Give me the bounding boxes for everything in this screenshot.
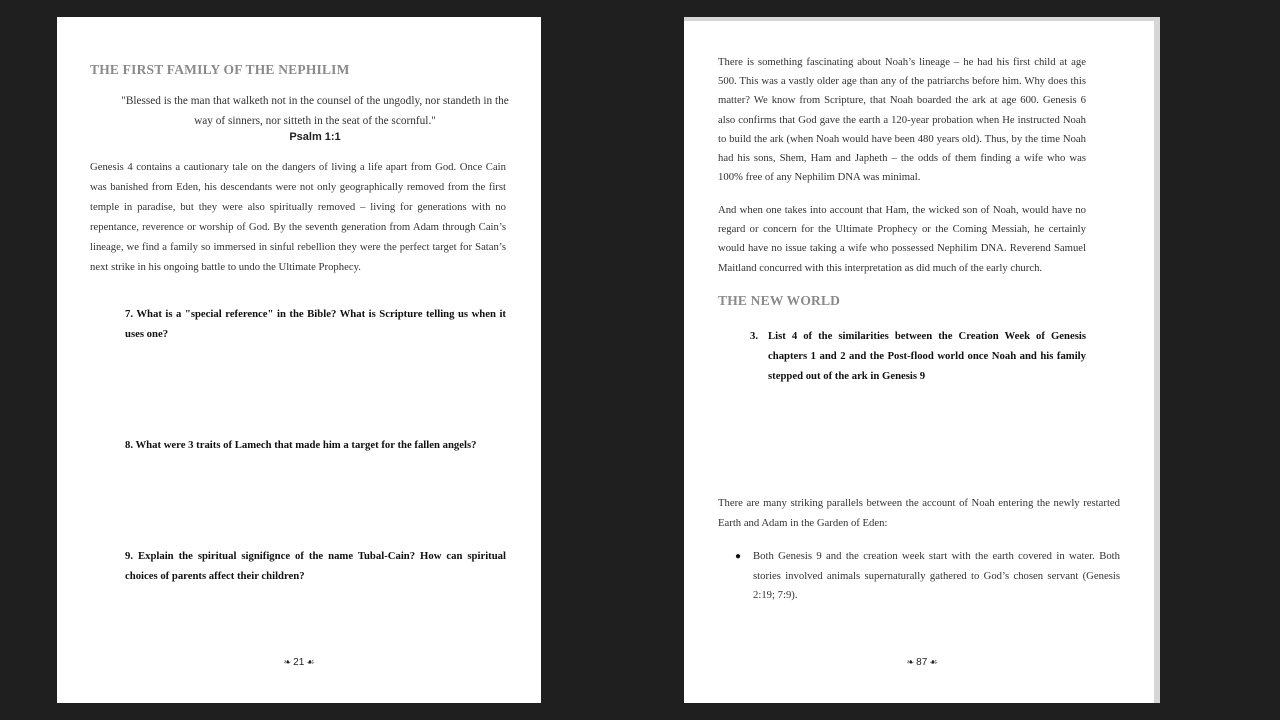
question-number: 3.	[750, 330, 759, 342]
body-paragraph: There are many striking parallels between the account of Noah entering the newly restarted Earth and Adam in the Garden of Eden:	[718, 497, 1120, 529]
page-left	[57, 17, 541, 703]
study-question-8: 8. What were 3 traits of Lamech that made him a target for the fallen angels?	[125, 439, 477, 451]
bullet-icon: ●	[735, 551, 742, 562]
body-paragraph: Genesis 4 contains a cautionary tale on the dangers of living a life apart from God. Once Cain was banished from Eden, his descendants were not only geographically removed from the first temple in paradise, but they were also spiritually removed – living for generations with no repentance, reverence or worship of God. By the seventh generation from Adam through Cain’s lineage, we find a family so immersed in sinful rebellion they were the perfect target for Satan’s next strike in his ongoing battle to undo the Ultimate Prophecy.	[90, 161, 506, 273]
page-number-value: 87	[916, 657, 928, 668]
scripture-quote: "Blessed is the man that walketh not in the counsel of the ungodly, nor standeth in the way of sinners, nor sitteth in the seat of the scornful."	[121, 95, 509, 127]
page-number	[57, 657, 541, 668]
ornament-left-icon: ❧	[283, 657, 292, 667]
section-heading: THE NEW WORLD	[718, 293, 841, 308]
study-question-3	[750, 326, 1086, 386]
ornament-right-icon: ☙	[306, 657, 315, 667]
body-paragraph: There is something fascinating about Noah’s lineage – he had his first child at age 500. This was a vastly older age than any of the patriarchs before him. Why does this matter? We know from Scripture, that Noah boarded the ark at age 600. Genesis 6 also confirms that God gave the earth a 120-year probation when He instructed Noah to build the ark (when Noah would have been 480 years old). Thus, by the time Noah had his sons, Shem, Ham and Japheth – the odds of them finding a wife who was 100% free of any Nephilim DNA was minimal.	[718, 56, 1086, 184]
page-right	[684, 17, 1160, 703]
page-number	[684, 657, 1160, 668]
ornament-left-icon: ❧	[906, 657, 915, 667]
study-question-9: 9. Explain the spiritual signifignce of the name Tubal-Cain? How can spiritual choices of parents affect their children?	[125, 550, 506, 582]
ornament-right-icon: ☙	[929, 657, 938, 667]
list-item	[718, 547, 1120, 606]
list-item-text: Both Genesis 9 and the creation week start with the earth covered in water. Both stories involved animals supernaturally gathered to God’s chosen servant (Genesis 2:19; 7:9).	[753, 550, 1120, 601]
section-heading: THE FIRST FAMILY OF THE NEPHILIM	[90, 62, 350, 77]
page-number-value: 21	[293, 657, 305, 668]
body-paragraph: And when one takes into account that Ham, the wicked son of Noah, would have no regard or concern for the Ultimate Prophecy or the Coming Messiah, he certainly would have no issue taking a wife who possessed Nephilim DNA. Reverend Samuel Maitland concurred with this interpretation as did much of the early church.	[718, 204, 1086, 274]
study-question-7: 7. What is a "special reference" in the Bible? What is Scripture telling us when it uses one?	[125, 308, 506, 340]
scripture-reference: Psalm 1:1	[289, 131, 341, 143]
bullet-list	[718, 547, 1120, 606]
question-text: List 4 of the similarities between the Creation Week of Genesis chapters 1 and 2 and the Post-flood world once Noah and his family stepped out of the ark in Genesis 9	[768, 330, 1086, 382]
